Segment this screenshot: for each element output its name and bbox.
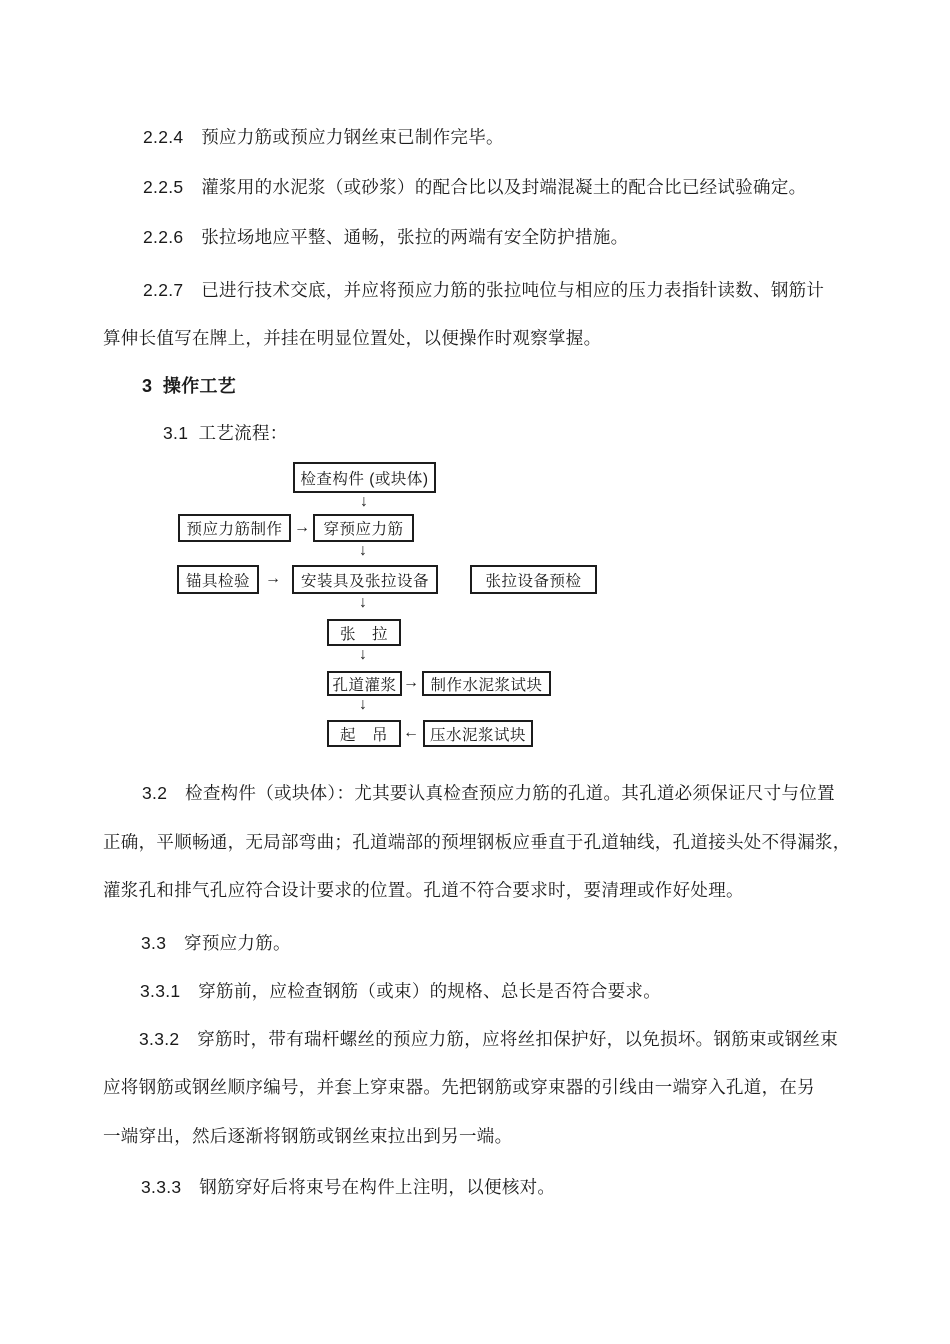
arrow-down-icon: ↓: [359, 696, 367, 713]
clause-3-2-line-3: 灌浆孔和排气孔应符合设计要求的位置。孔道不符合要求时，要清理或作好处理。: [103, 880, 744, 900]
flow-box-press-cement-test-block: 压水泥浆试块: [423, 720, 533, 747]
arrow-right-icon: →: [294, 519, 310, 536]
clause-2-2-4: 2.2.4 预应力筋或预应力钢丝束已制作完毕。: [143, 127, 504, 147]
clause-2-2-7-line-2: 算伸长值写在牌上，并挂在明显位置处，以便操作时观察掌握。: [103, 328, 602, 348]
section-3-heading: 3 操作工艺: [142, 376, 237, 396]
flow-box-tendon-fabrication: 预应力筋制作: [178, 514, 291, 542]
clause-3-3-1: 3.3.1 穿筋前，应检查钢筋（或束）的规格、总长是否符合要求。: [140, 981, 662, 1001]
clause-2-2-7-line-1: 2.2.7 已进行技术交底，并应将预应力筋的张拉吨位与相应的压力表指针读数、钢筋计: [143, 280, 825, 300]
flow-box-inspect-component: 检查构件 (或块体): [293, 462, 436, 493]
flow-box-thread-tendon: 穿预应力筋: [313, 514, 414, 542]
arrow-right-icon: →: [265, 570, 281, 587]
flow-box-make-cement-test-block: 制作水泥浆试块: [422, 671, 551, 696]
clause-3-2-line-2: 正确，平顺畅通，无局部弯曲；孔道端部的预埋钢板应垂直于孔道轴线，孔道接头处不得漏浆，: [103, 832, 851, 852]
clause-3-3-2-line-3: 一端穿出，然后逐渐将钢筋或钢丝束拉出到另一端。: [103, 1126, 513, 1146]
flow-box-duct-grouting: 孔道灌浆: [327, 671, 402, 696]
arrow-right-icon: →: [403, 674, 419, 691]
flow-box-hoisting: 起 吊: [327, 720, 401, 747]
clause-3-1-heading: 3.1 工艺流程：: [163, 423, 288, 443]
flow-box-anchorage-inspection: 锚具检验: [177, 565, 259, 594]
clause-3-3-2-line-2: 应将钢筋或钢丝顺序编号，并套上穿束器。先把钢筋或穿束器的引线由一端穿入孔道，在另: [103, 1077, 815, 1097]
arrow-down-icon: ↓: [359, 646, 367, 663]
flow-box-install-tensioning-equipment: 安装具及张拉设备: [292, 565, 438, 594]
clause-2-2-5: 2.2.5 灌浆用的水泥浆（或砂浆）的配合比以及封端混凝土的配合比已经试验确定。: [143, 177, 807, 197]
arrow-down-icon: ↓: [359, 542, 367, 559]
clause-2-2-6: 2.2.6 张拉场地应平整、通畅，张拉的两端有安全防护措施。: [143, 227, 629, 247]
flow-box-tensioning: 张 拉: [327, 619, 401, 646]
clause-3-3-2-line-1: 3.3.2 穿筋时，带有瑞杆螺丝的预应力筋，应将丝扣保护好，以免损坏。钢筋束或钢丝束: [139, 1029, 839, 1049]
clause-3-3-heading: 3.3 穿预应力筋。: [141, 933, 291, 953]
arrow-down-icon: ↓: [359, 594, 367, 611]
clause-3-3-3: 3.3.3 钢筋穿好后将束号在构件上注明，以便核对。: [141, 1177, 556, 1197]
arrow-down-icon: ↓: [360, 493, 368, 510]
flow-box-tensioning-equipment-precheck: 张拉设备预检: [470, 565, 597, 594]
clause-3-2-line-1: 3.2 检查构件（或块体）：尤其要认真检查预应力筋的孔道。其孔道必须保证尺寸与位置: [142, 783, 835, 803]
arrow-left-icon: ←: [403, 724, 419, 741]
